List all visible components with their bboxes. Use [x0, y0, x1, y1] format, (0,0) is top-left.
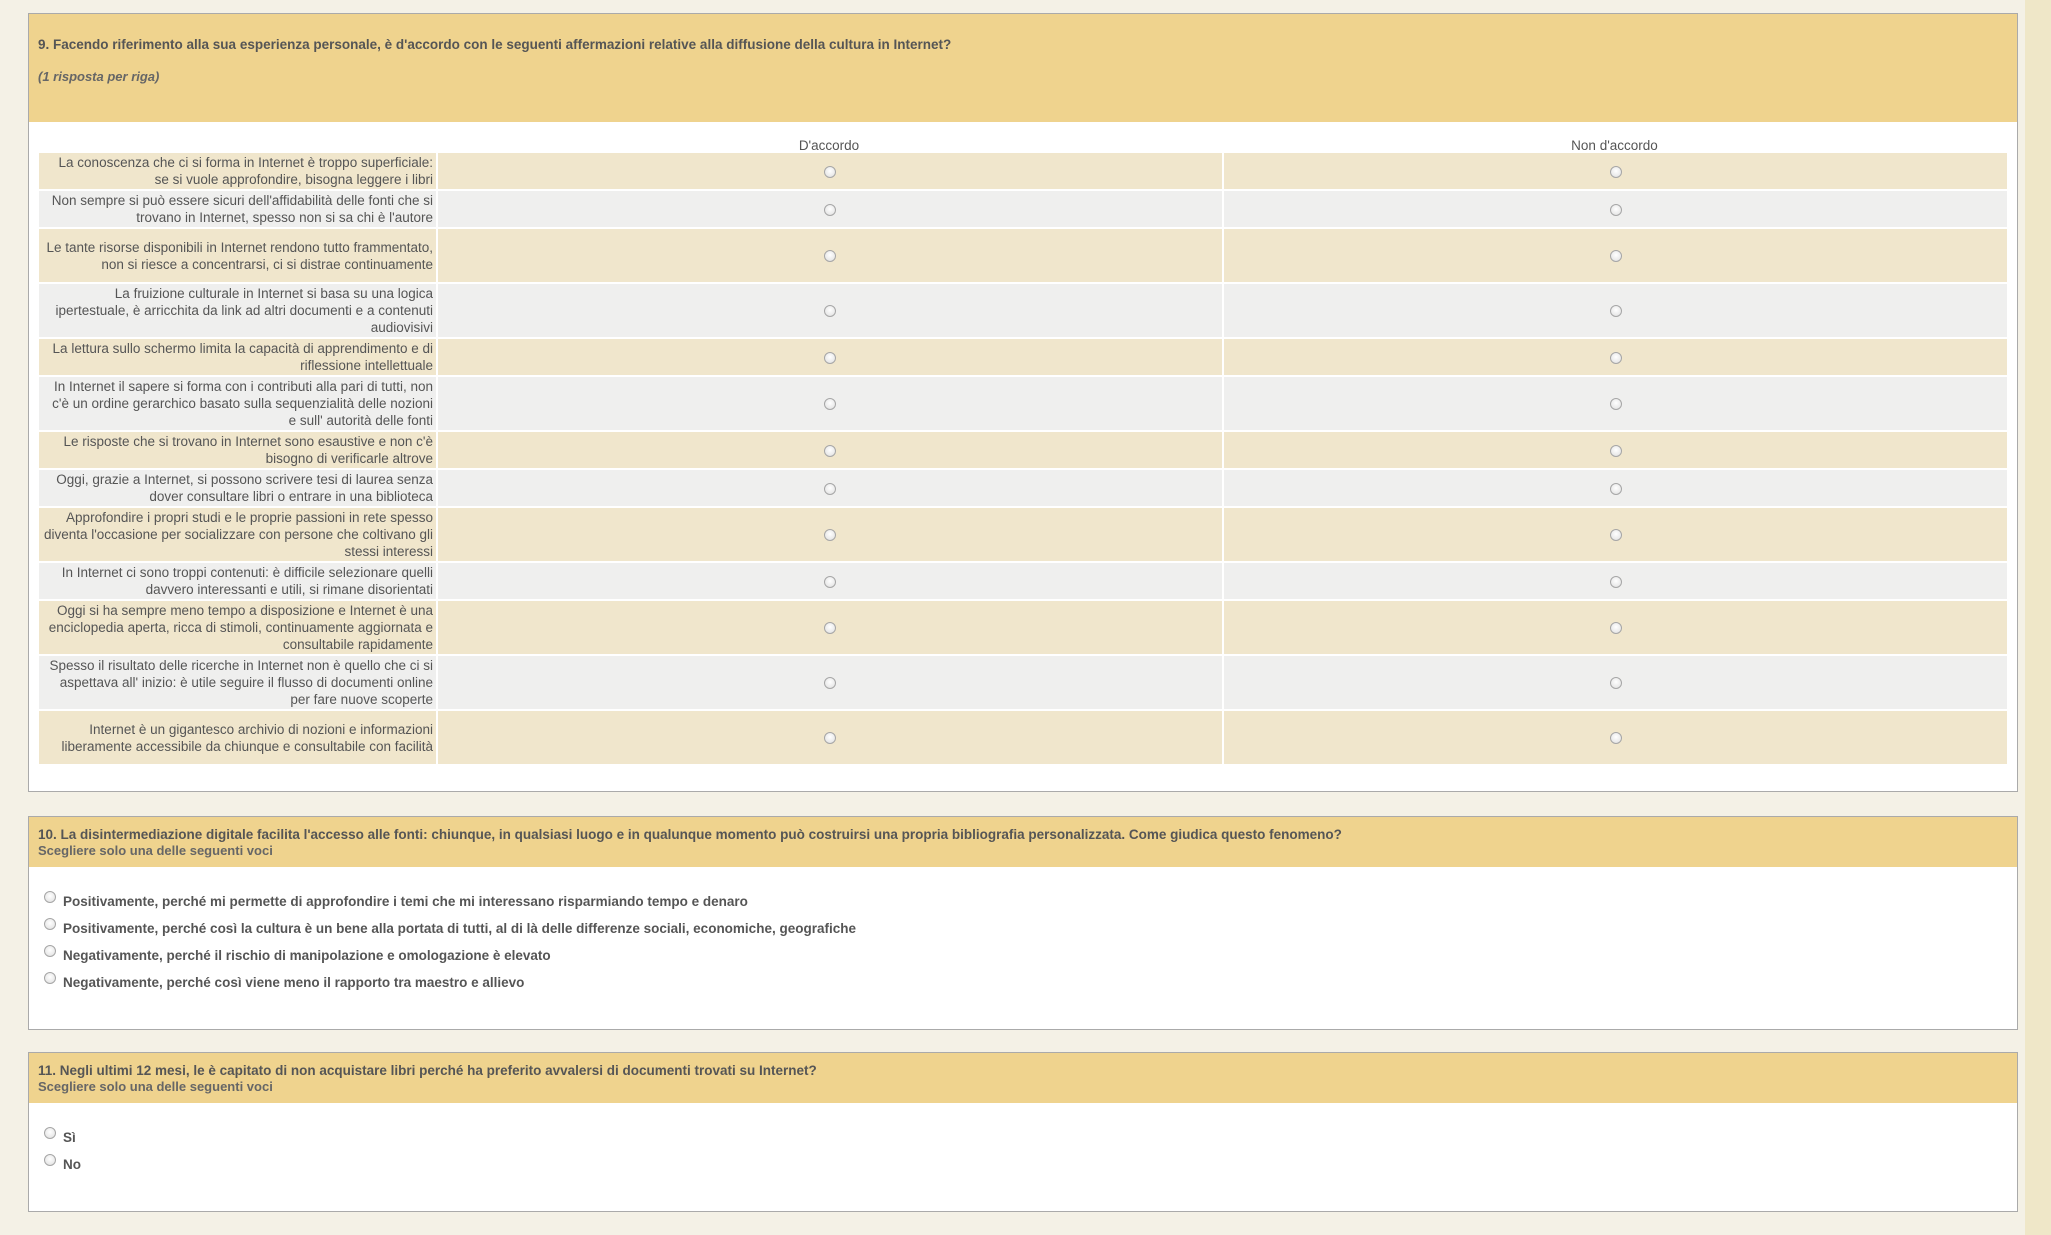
option-item[interactable] [44, 1153, 2017, 1180]
matrix-row [39, 377, 2007, 432]
statement-label: Oggi si ha sempre meno tempo a disposizione e Internet è una enciclopedia aperta, ricca di stimoli, continuamente aggiornata e consultabile rapidamente [39, 601, 436, 656]
question-10-instructions: Scegliere solo una delle seguenti voci [38, 843, 273, 858]
statement-label: La conoscenza che ci si forma in Internet è troppo superficiale: se si vuole approfondire, bisogna leggere i libri [39, 153, 436, 191]
statement-label: La lettura sullo schermo limita la capacità di apprendimento e di riflessione intellettuale [39, 339, 436, 377]
option-label-no[interactable]: No [63, 1157, 81, 1172]
matrix-row [39, 656, 2007, 711]
radio-disagree[interactable] [1610, 483, 1622, 495]
radio-agree[interactable] [824, 166, 836, 178]
question-9 [28, 13, 2018, 792]
option-label[interactable]: Negativamente, perché così viene meno il rapporto tra maestro e allievo [63, 975, 525, 990]
radio-agree[interactable] [824, 204, 836, 216]
radio-disagree[interactable] [1610, 677, 1622, 689]
question-10-options [29, 867, 2017, 998]
statement-label: Internet è un gigantesco archivio di nozioni e informazioni liberamente accessibile da chiunque e consultabile con facilità [39, 711, 436, 766]
question-9-title: 9. Facendo riferimento alla sua esperienza personale, è d'accordo con le seguenti affermazioni relative alla diffusione della cultura in Internet? [38, 37, 952, 52]
question-9-header [29, 14, 2017, 122]
option-label[interactable]: Positivamente, perché mi permette di approfondire i temi che mi interessano risparmiando tempo e denaro [63, 894, 748, 909]
radio-agree[interactable] [824, 305, 836, 317]
radio-disagree[interactable] [1610, 576, 1622, 588]
question-10-title: 10. La disintermediazione digitale facilita l'accesso alle fonti: chiunque, in qualsiasi luogo e in qualunque momento può costruirsi una propria bibliografia personalizzata. Come giudica questo fenomeno? [38, 827, 1342, 842]
radio-disagree[interactable] [1610, 529, 1622, 541]
radio-agree[interactable] [824, 352, 836, 364]
matrix-row [39, 284, 2007, 339]
matrix-row [39, 432, 2007, 470]
radio-agree[interactable] [824, 677, 836, 689]
page-right-margin [2025, 0, 2051, 1235]
option-label[interactable]: Positivamente, perché così la cultura è un bene alla portata di tutti, al di là delle differenze sociali, economiche, geografiche [63, 921, 856, 936]
radio-disagree[interactable] [1610, 445, 1622, 457]
radio-disagree[interactable] [1610, 732, 1622, 744]
option-radio[interactable] [44, 972, 56, 984]
option-label[interactable]: Negativamente, perché il rischio di manipolazione e omologazione è elevato [63, 948, 551, 963]
statement-label: In Internet il sapere si forma con i contributi alla pari di tutti, non c'è un ordine gerarchico basato sulla sequenzialità delle nozioni e sull' autorità delle fonti [39, 377, 436, 432]
matrix-row [39, 229, 2007, 284]
statement-label: Oggi, grazie a Internet, si possono scrivere tesi di laurea senza dover consultare libri o entrare in una biblioteca [39, 470, 436, 508]
radio-disagree[interactable] [1610, 250, 1622, 262]
option-radio-yes[interactable] [44, 1127, 56, 1139]
matrix-row [39, 508, 2007, 563]
matrix-row [39, 191, 2007, 229]
question-9-rows [39, 153, 2007, 766]
radio-agree[interactable] [824, 483, 836, 495]
option-radio[interactable] [44, 945, 56, 957]
matrix-row [39, 601, 2007, 656]
question-10 [28, 816, 2018, 1030]
radio-disagree[interactable] [1610, 204, 1622, 216]
radio-agree[interactable] [824, 622, 836, 634]
option-item[interactable] [44, 944, 2017, 971]
radio-agree[interactable] [824, 398, 836, 410]
matrix-row [39, 711, 2007, 766]
option-radio[interactable] [44, 918, 56, 930]
column-header-agree: D'accordo [798, 138, 860, 153]
question-11 [28, 1052, 2018, 1212]
question-11-header [29, 1053, 2017, 1103]
column-header-disagree: Non d'accordo [1571, 138, 1658, 153]
matrix-row [39, 470, 2007, 508]
option-radio-no[interactable] [44, 1154, 56, 1166]
statement-label: Non sempre si può essere sicuri dell'affidabilità delle fonti che si trovano in Internet, spesso non si sa chi è l'autore [39, 191, 436, 229]
statement-label: Le tante risorse disponibili in Internet rendono tutto frammentato, non si riesce a concentrarsi, ci si distrae continuamente [39, 229, 436, 284]
matrix-row [39, 339, 2007, 377]
matrix-corner [39, 131, 436, 153]
matrix-row [39, 563, 2007, 601]
statement-label: Approfondire i propri studi e le proprie passioni in rete spesso diventa l'occasione per socializzare con persone che coltivano gli stessi interessi [39, 508, 436, 563]
radio-agree[interactable] [824, 576, 836, 588]
option-label-yes[interactable]: Sì [63, 1130, 76, 1145]
statement-label: In Internet ci sono troppi contenuti: è difficile selezionare quelli davvero interessanti e utili, si rimane disorientati [39, 563, 436, 601]
radio-disagree[interactable] [1610, 352, 1622, 364]
radio-agree[interactable] [824, 250, 836, 262]
option-item[interactable] [44, 917, 2017, 944]
option-radio[interactable] [44, 891, 56, 903]
option-item[interactable] [44, 890, 2017, 917]
question-11-instructions: Scegliere solo una delle seguenti voci [38, 1079, 273, 1094]
radio-disagree[interactable] [1610, 305, 1622, 317]
radio-disagree[interactable] [1610, 622, 1622, 634]
option-item[interactable] [44, 971, 2017, 998]
radio-agree[interactable] [824, 529, 836, 541]
statement-label: Le risposte che si trovano in Internet sono esaustive e non c'è bisogno di verificarle altrove [39, 432, 436, 470]
matrix-row [39, 153, 2007, 191]
question-9-instructions: (1 risposta per riga) [38, 69, 160, 84]
radio-agree[interactable] [824, 445, 836, 457]
radio-disagree[interactable] [1610, 166, 1622, 178]
radio-agree[interactable] [824, 732, 836, 744]
question-11-title: 11. Negli ultimi 12 mesi, le è capitato di non acquistare libri perché ha preferito avvalersi di documenti trovati su Internet? [38, 1063, 817, 1078]
option-item[interactable] [44, 1126, 2017, 1153]
statement-label: Spesso il risultato delle ricerche in Internet non è quello che ci si aspettava all' inizio: è utile seguire il flusso di documenti online per fare nuove scoperte [39, 656, 436, 711]
radio-disagree[interactable] [1610, 398, 1622, 410]
statement-label: La fruizione culturale in Internet si basa su una logica ipertestuale, è arricchita da link ad altri documenti e a contenuti audiovisivi [39, 284, 436, 339]
question-10-header [29, 817, 2017, 867]
question-9-matrix [39, 131, 2007, 766]
question-11-options [29, 1103, 2017, 1180]
